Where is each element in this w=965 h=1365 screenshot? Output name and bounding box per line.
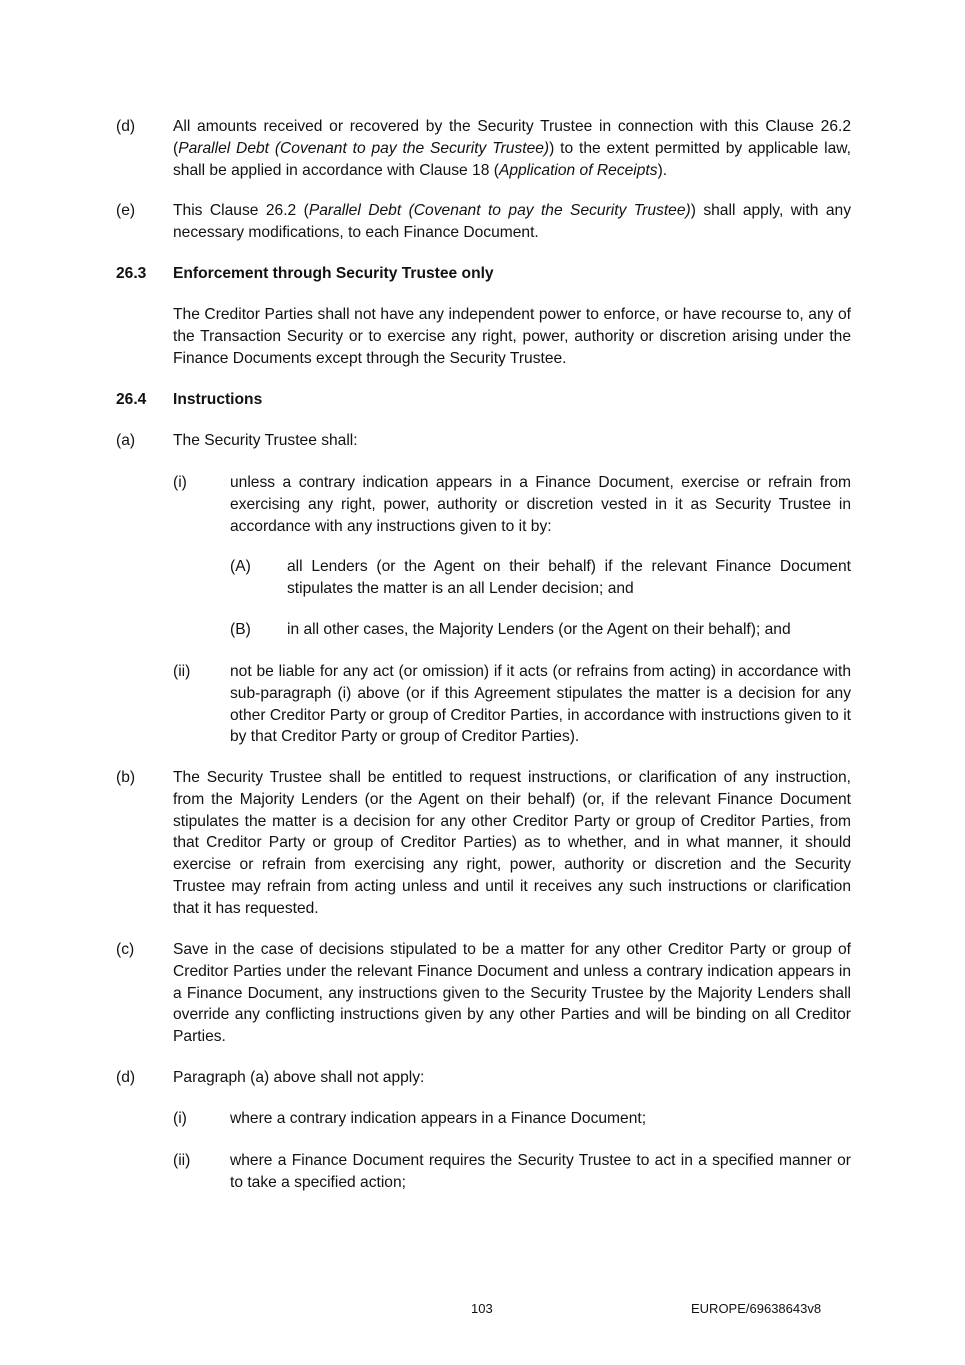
- paragraph-text: This Clause 26.2 (Parallel Debt (Covenant to pay the Security Trustee)) shall apply, with any necessary modifications, to each Finance Document.: [173, 202, 851, 241]
- paragraph-text: Save in the case of decisions stipulated to be a matter for any other Creditor Party or group of Creditor Parties under the relevant Finance Document and unless a contrary indication appears in a Finance Document, any instructions given to the Security Trustee by the Majority Lenders shall override any conflicting instructions given by any other Parties and will be binding on all Creditor Parties.: [173, 941, 851, 1046]
- clause-title: Instructions: [173, 391, 263, 408]
- paragraph-label: (e): [116, 202, 136, 219]
- subparagraph-text: in all other cases, the Majority Lenders (or the Agent on their behalf); and: [287, 621, 791, 638]
- paragraph-text: The Security Trustee shall be entitled to request instructions, or clarification of any instruction, from the Majority Lenders (or the Agent on their behalf) (or, if the relevant Finance Document stipulates the matter is a decision for any other Creditor Party or group of Creditor Parties, from that Creditor Party or group of Creditor Parties) as to whether, and in what manner, it should exercise or refrain from exercising any right, power, authority or discretion and the Security Trustee may refrain from acting unless and until it receives any such instructions or clarification that it has requested.: [173, 769, 851, 917]
- paragraph-label: (d): [116, 1069, 136, 1086]
- subparagraph-label: (i): [173, 474, 187, 491]
- subparagraph-text: not be liable for any act (or omission) if it acts (or refrains from acting) in accordance with sub-paragraph (i) above (or if this Agreement stipulates the matter is a decision for any other Creditor Party or group of Creditor Parties, in accordance with instructions given to it by that Creditor Party or group of Creditor Parties).: [230, 663, 851, 746]
- paragraph-text: Paragraph (a) above shall not apply:: [173, 1069, 425, 1086]
- subparagraph-text: all Lenders (or the Agent on their behalf) if the relevant Finance Document stipulates the matter is an all Lender decision; and: [287, 558, 851, 597]
- paragraph-label: (b): [116, 769, 136, 786]
- document-reference: EUROPE/69638643v8: [691, 1301, 822, 1316]
- clause-number: 26.4: [116, 391, 147, 408]
- page-number: 103: [471, 1301, 493, 1316]
- subparagraph-label: (ii): [173, 663, 191, 680]
- clause-title: Enforcement through Security Trustee only: [173, 265, 494, 282]
- paragraph-text: All amounts received or recovered by the Security Trustee in connection with this Clause 26.2 (Parallel Debt (Covenant to pay the Security Trustee)) to the extent permitted by applicable law, shall be applied in accordance with Clause 18 (Application of Receipts).: [173, 118, 851, 179]
- subparagraph-label: (ii): [173, 1152, 191, 1169]
- subparagraph-text: unless a contrary indication appears in a Finance Document, exercise or refrain from exercising any right, power, authority or discretion vested in it as Security Trustee in accordance with any instructions given to it by:: [230, 474, 851, 535]
- paragraph-label: (c): [116, 941, 135, 958]
- paragraph-text: The Creditor Parties shall not have any independent power to enforce, or have recourse to, any of the Transaction Security or to exercise any right, power, authority or discretion arising under the Finance Documents except through the Security Trustee.: [173, 306, 851, 367]
- subparagraph-text: where a Finance Document requires the Security Trustee to act in a specified manner or to take a specified action;: [230, 1152, 851, 1191]
- subparagraph-label: (A): [230, 558, 251, 575]
- subparagraph-text: where a contrary indication appears in a Finance Document;: [230, 1110, 647, 1127]
- subparagraph-label: (B): [230, 621, 251, 638]
- clause-number: 26.3: [116, 265, 147, 282]
- paragraph-label: (d): [116, 118, 136, 135]
- paragraph-text: The Security Trustee shall:: [173, 432, 358, 449]
- subparagraph-label: (i): [173, 1110, 187, 1127]
- paragraph-label: (a): [116, 432, 136, 449]
